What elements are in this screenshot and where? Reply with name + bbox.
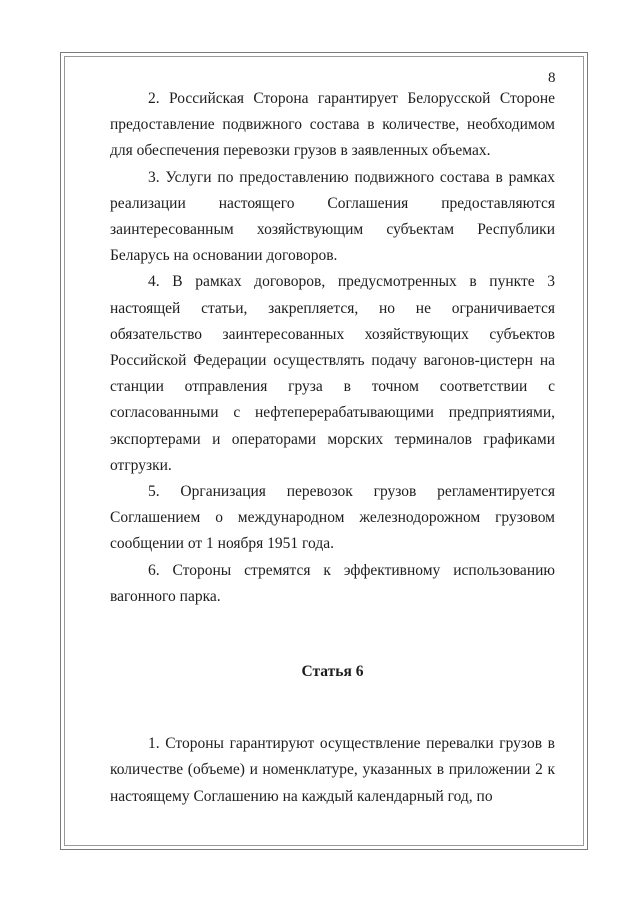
paragraph-5: 5. Организация перевозок грузов регламентируется Соглашением о международном железнодорожном грузовом сообщении от 1 ноября 1951 года. bbox=[110, 483, 555, 553]
paragraph-6: 6. Стороны стремятся к эффективному использованию вагонного парка. bbox=[110, 561, 555, 605]
paragraph-4: 4. В рамках договоров, предусмотренных в пункте 3 настоящей статьи, закрепляется, но не ограничивается обязательство заинтересованных хозяйствующих субъектов Российской Федерации осуществлять подачу вагонов-цистерн на станции отправления груза в точном соответствии с согласованными с нефтеперерабатывающими предприятиями, экспортерами и операторами морских терминалов графиками отгрузки. bbox=[110, 273, 555, 474]
page-number: 8 bbox=[548, 70, 556, 86]
paragraph-3: 3. Услуги по предоставлению подвижного состава в рамках реализации настоящего Соглашения предоставляются заинтересованным хозяйствующим субъектам Республики Беларусь на основании договоров. bbox=[110, 168, 555, 265]
article-6-paragraph-1: 1. Стороны гарантируют осуществление перевалки грузов в количестве (объеме) и номенклатуре, указанных в приложении 2 к настоящему Соглашению на каждый календарный год, по bbox=[110, 735, 555, 805]
document-body bbox=[110, 86, 555, 810]
paragraph-2: 2. Российская Сторона гарантирует Белорусской Стороне предоставление подвижного состава в количестве, необходимом для обеспечения перевозки грузов в заявленных объемах. bbox=[110, 90, 555, 160]
article-heading: Статья 6 bbox=[301, 663, 364, 681]
